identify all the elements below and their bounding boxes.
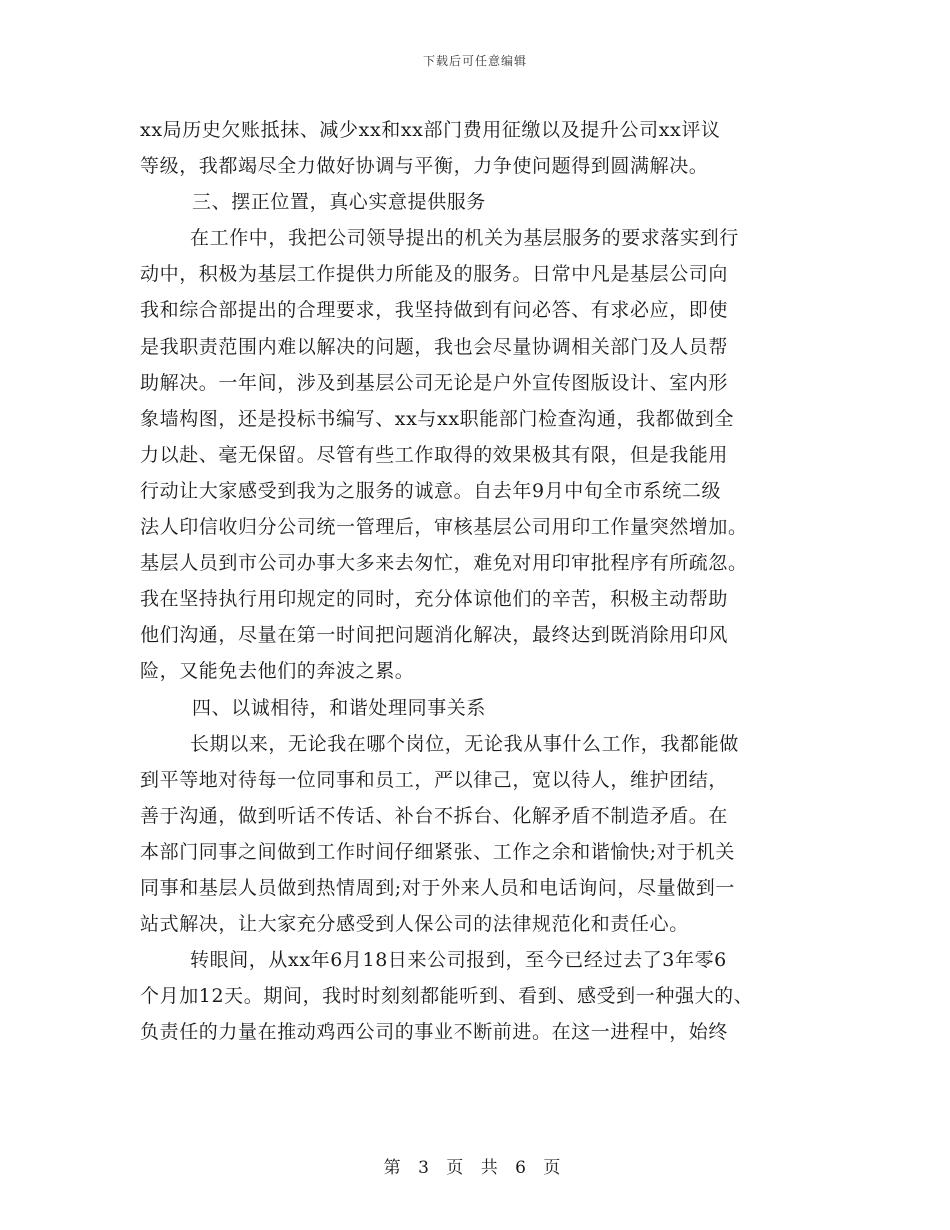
page-header-note: 下载后可任意编辑 xyxy=(422,54,527,68)
text-line: 我和综合部提出的合理要求，我坚持做到有问必答、有求必应，即使 xyxy=(140,299,729,322)
text-line: 到平等地对待每一位同事和员工，严以律己，宽以待人，维护团结， xyxy=(140,768,729,791)
section-heading-4: 四、以诚相待，和谐处理同事关系 xyxy=(192,696,487,719)
text-line: 是我职责范围内难以解决的问题，我也会尽量协调相关部门及人员帮 xyxy=(140,335,729,358)
text-line: 善于沟通，做到听话不传话、补台不拆台、化解矛盾不制造矛盾。在 xyxy=(140,804,729,827)
text-line: 象墙构图，还是投标书编写、xx与xx职能部门检查沟通，我都做到全 xyxy=(140,407,735,430)
text-line: 负责任的力量在推动鸡西公司的事业不断前进。在这一进程中，始终 xyxy=(140,1021,729,1044)
text-line: 在工作中，我把公司领导提出的机关为基层服务的要求落实到行 xyxy=(190,227,739,250)
text-line: 行动让大家感受到我为之服务的诚意。自去年9月中旬全市系统二级 xyxy=(140,479,722,502)
text-line: 基层人员到市公司办事大多来去匆忙，难免对用印审批程序有所疏忽。 xyxy=(140,552,748,575)
page-number: 第 3 页 共 6 页 xyxy=(383,1158,567,1178)
text-line: 长期以来，无论我在哪个岗位，无论我从事什么工作，我都能做 xyxy=(190,732,739,755)
text-line: 法人印信收归分公司统一管理后，审核基层公司用印工作量突然增加。 xyxy=(140,516,748,539)
text-line: 他们沟通，尽量在第一时间把问题消化解决，最终达到既消除用印风 xyxy=(140,624,729,647)
text-line: 力以赴、毫无保留。尽管有些工作取得的效果极其有限，但是我能用 xyxy=(140,443,729,466)
text-line: 助解决。一年间，涉及到基层公司无论是户外宣传图版设计、室内形 xyxy=(140,371,729,394)
text-line: 个月加12天。期间，我时时刻刻都能听到、看到、感受到一种强大的、 xyxy=(140,985,754,1008)
text-line: 转眼间，从xx年6月18日来公司报到，至今已经过去了3年零6 xyxy=(190,949,727,972)
text-line: 本部门同事之间做到工作时间仔细紧张、工作之余和谐愉快;对于机关 xyxy=(140,840,736,863)
text-line: xx局历史欠账抵抹、减少xx和xx部门费用征缴以及提升公司xx评议 xyxy=(140,119,721,141)
text-line: 同事和基层人员做到热情周到;对于外来人员和电话询问，尽量做到一 xyxy=(140,876,736,899)
document-body xyxy=(140,112,812,1050)
text-line: 险，又能免去他们的奔波之累。 xyxy=(140,660,415,683)
text-line: 我在坚持执行用印规定的同时，充分体谅他们的辛苦，积极主动帮助 xyxy=(140,588,729,611)
section-heading-3: 三、摆正位置，真心实意提供服务 xyxy=(192,191,487,214)
text-line: 站式解决，让大家充分感受到人保公司的法律规范化和责任心。 xyxy=(140,913,689,936)
text-line: 动中，积极为基层工作提供力所能及的服务。日常中凡是基层公司向 xyxy=(140,263,729,286)
text-line: 等级，我都竭尽全力做好协调与平衡，力争使问题得到圆满解决。 xyxy=(140,155,709,178)
